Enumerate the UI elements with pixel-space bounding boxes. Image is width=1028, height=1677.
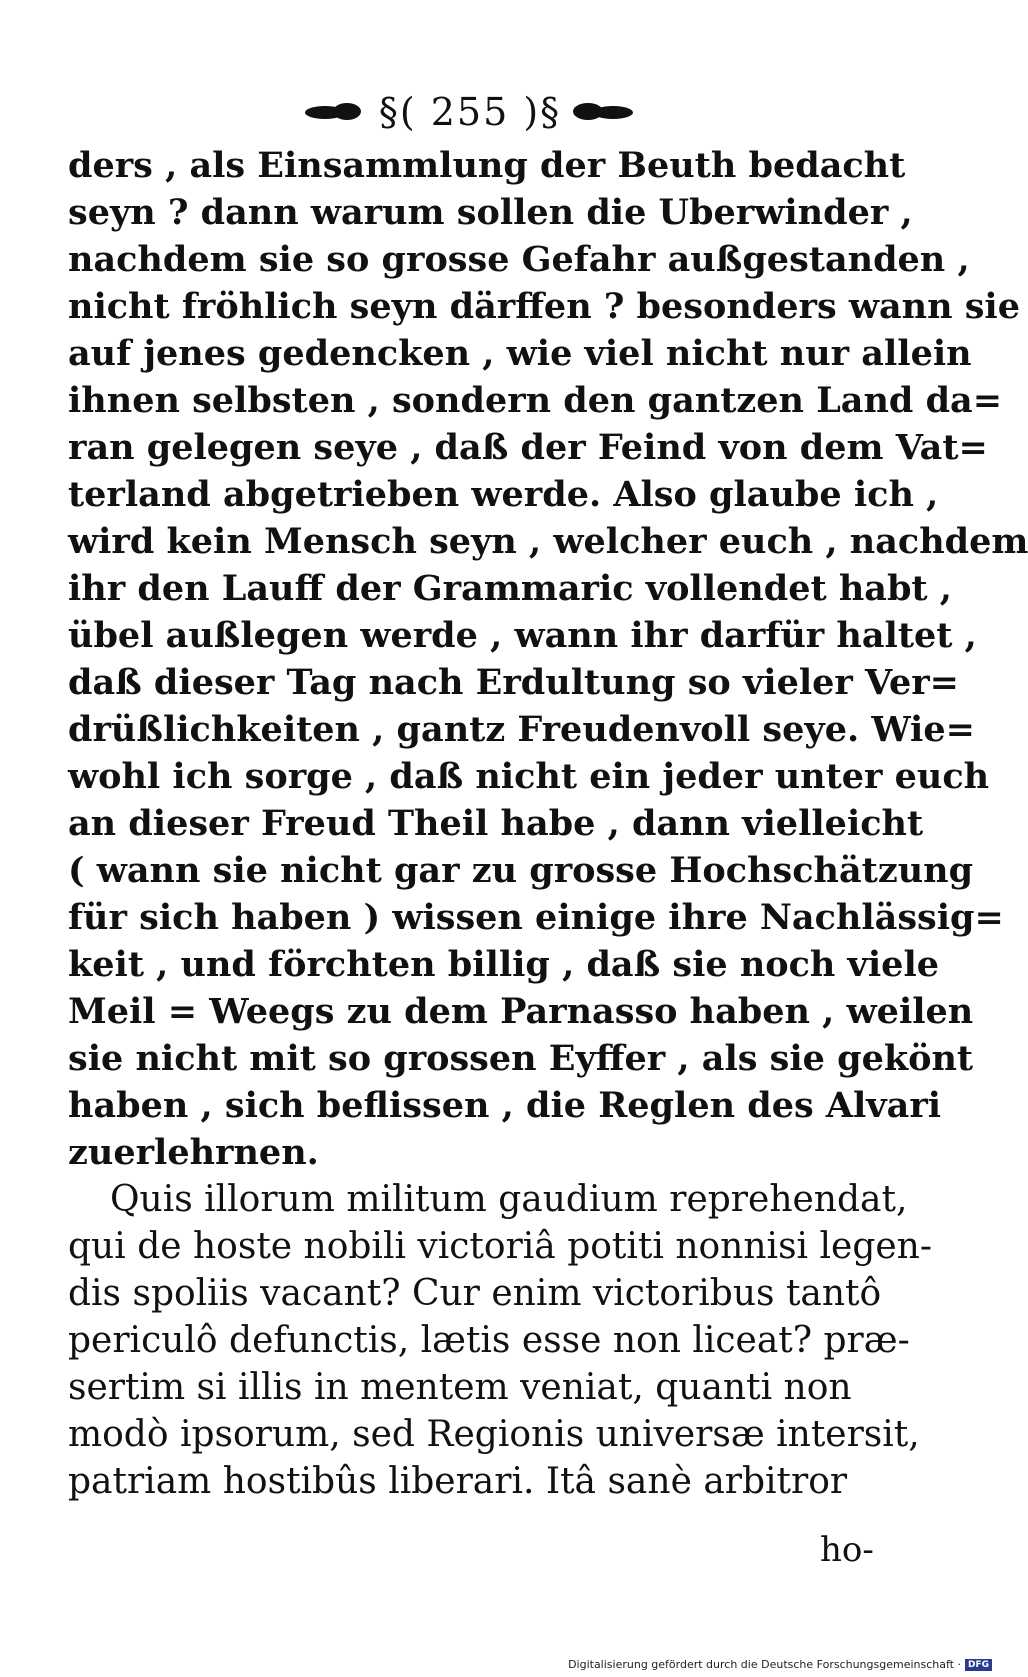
german-line: ihnen selbsten , sondern den gantzen Land da=	[68, 380, 1003, 421]
german-line: terland abgetrieben werde. Also glaube ich ,	[68, 474, 939, 515]
german-line: wird kein Mensch seyn , welcher euch , nachdem	[68, 521, 1028, 562]
page-number: §( 255 )§	[378, 90, 562, 134]
german-line: auf jenes gedencken , wie viel nicht nur allein	[68, 333, 972, 374]
german-line: Meil = Weegs zu dem Parnasso haben , weilen	[68, 991, 974, 1032]
latin-line: periculô defunctis, lætis esse non liceat? præ-	[68, 1320, 910, 1361]
german-line: seyn ? dann warum sollen die Uberwinder ,	[68, 192, 913, 233]
latin-line: qui de hoste nobili victoriâ potiti nonnisi legen-	[68, 1226, 933, 1267]
left-ornament-icon	[303, 101, 371, 123]
latin-line: sertim si illis in mentem veniat, quanti non	[68, 1367, 852, 1408]
latin-line: modò ipsorum, sed Regionis universæ intersit,	[68, 1414, 920, 1455]
right-ornament-icon	[569, 101, 637, 123]
german-line: zuerlehrnen.	[68, 1132, 319, 1173]
german-line: nicht fröhlich seyn därffen ? besonders wann sie	[68, 286, 1020, 327]
german-line: haben , sich beflissen , die Reglen des Alvari	[68, 1085, 942, 1126]
digitization-footer	[568, 1658, 992, 1671]
german-line: wohl ich sorge , daß nicht ein jeder unter euch	[68, 756, 990, 797]
german-line: an dieser Freud Theil habe , dann vielleicht	[68, 803, 924, 844]
german-line: ( wann sie nicht gar zu grosse Hochschätzung	[68, 850, 974, 891]
german-line: ran gelegen seye , daß der Feind von dem Vat=	[68, 427, 988, 468]
latin-line: dis spoliis vacant? Cur enim victoribus tantô	[68, 1273, 882, 1314]
german-line: sie nicht mit so grossen Eyffer , als sie gekönt	[68, 1038, 974, 1079]
footer-credit: Digitalisierung gefördert durch die Deutsche Forschungsgemeinschaft ·	[568, 1658, 961, 1671]
latin-line: patriam hostibûs liberari. Itâ sanè arbitror	[68, 1461, 848, 1502]
german-line: nachdem sie so grosse Gefahr außgestanden ,	[68, 239, 970, 280]
german-line: keit , und förchten billig , daß sie noch viele	[68, 944, 940, 985]
catchword: ho-	[820, 1530, 874, 1570]
page-header	[300, 84, 640, 140]
german-line: für sich haben ) wissen einige ihre Nachlässig=	[68, 897, 1004, 938]
text-body	[68, 142, 1028, 1505]
dfg-logo-icon: DFG	[965, 1659, 992, 1671]
german-line: daß dieser Tag nach Erdultung so vieler Ver=	[68, 662, 960, 703]
latin-line: Quis illorum militum gaudium reprehendat,	[110, 1179, 908, 1220]
german-line: übel außlegen werde , wann ihr darfür haltet ,	[68, 615, 977, 656]
german-line: ihr den Lauff der Grammaric vollendet habt ,	[68, 568, 952, 609]
german-line: ders , als Einsammlung der Beuth bedacht	[68, 145, 906, 186]
german-line: drüßlichkeiten , gantz Freudenvoll seye. Wie=	[68, 709, 975, 750]
